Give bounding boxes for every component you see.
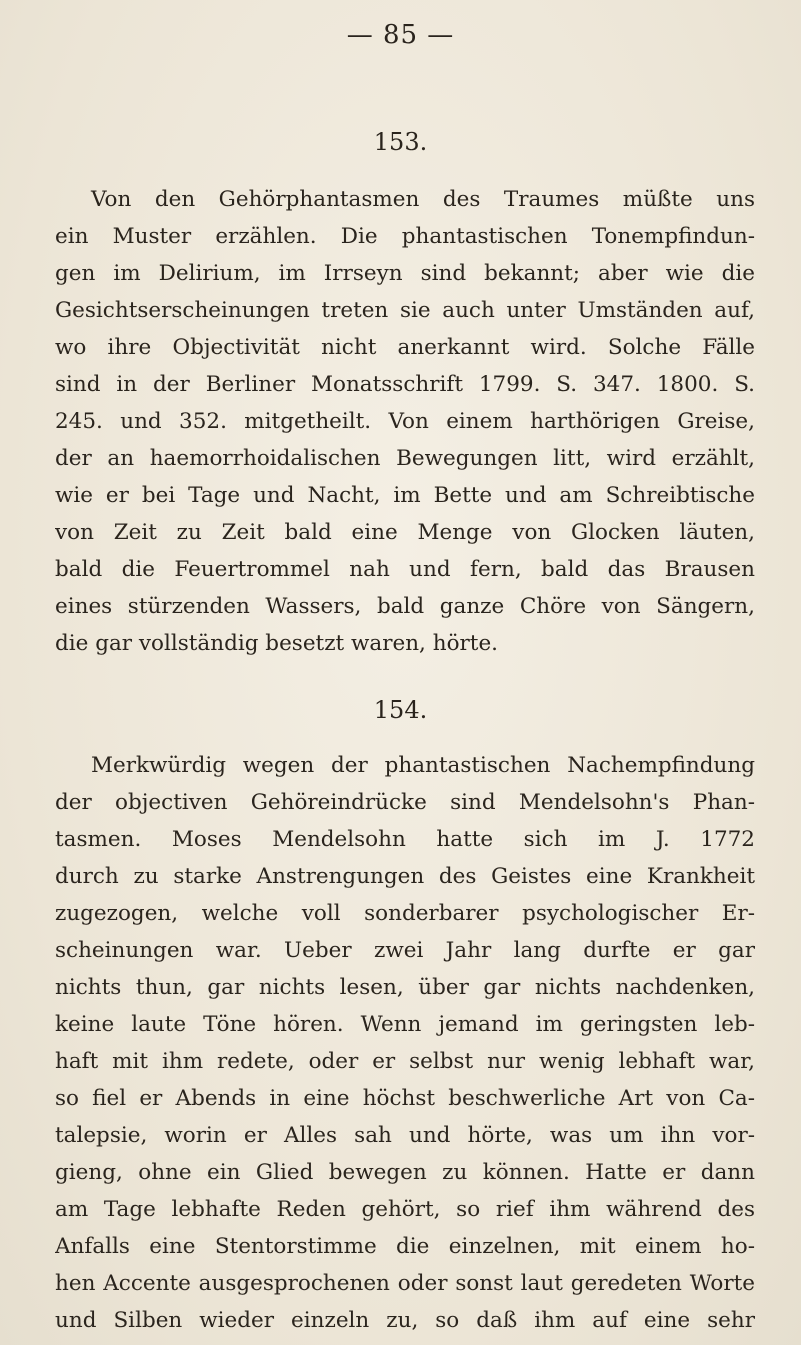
text-line: keine laute Töne hören. Wenn jemand im geringsten leb- <box>55 1012 755 1037</box>
text-line: wie er bei Tage und Nacht, im Bette und am Schreibtische <box>55 483 755 508</box>
text-line: am Tage lebhafte Reden gehört, so rief ihm während des <box>55 1197 755 1222</box>
text-line: Merkwürdig wegen der phantastischen Nachempfindung <box>91 753 755 778</box>
text-line: sind in der Berliner Monatsschrift 1799. S. 347. 1800. S. <box>55 372 755 397</box>
text-line: gieng, ohne ein Glied bewegen zu können. Hatte er dann <box>55 1160 755 1185</box>
text-line: durch zu starke Anstrengungen des Geistes eine Krankheit <box>55 864 755 889</box>
text-line: Von den Gehörphantasmen des Traumes müßte uns <box>91 187 755 212</box>
text-line: haft mit ihm redete, oder er selbst nur wenig lebhaft war, <box>55 1049 755 1074</box>
paragraph-153 <box>55 181 755 662</box>
text-line: zugezogen, welche voll sonderbarer psychologischer Er- <box>55 901 755 926</box>
text-line: bald die Feuertrommel nah und fern, bald das Brausen <box>55 557 755 582</box>
text-line: von Zeit zu Zeit bald eine Menge von Glocken läuten, <box>55 520 755 545</box>
text-line: so fiel er Abends in eine höchst beschwerliche Art von Ca- <box>55 1086 755 1111</box>
section-number-153: 153. <box>373 128 428 156</box>
text-line: und Silben wieder einzeln zu, so daß ihm auf eine sehr <box>55 1308 755 1333</box>
paragraph-154 <box>55 747 755 1339</box>
text-line: ein Muster erzählen. Die phantastischen Tonempfindun- <box>55 224 755 249</box>
text-line: scheinungen war. Ueber zwei Jahr lang durfte er gar <box>55 938 755 963</box>
text-line: der an haemorrhoidalischen Bewegungen litt, wird erzählt, <box>55 446 755 471</box>
text-line: hen Accente ausgesprochenen oder sonst laut geredeten Worte <box>55 1271 755 1296</box>
text-line: eines stürzenden Wassers, bald ganze Chöre von Sängern, <box>55 594 755 619</box>
text-line: 245. und 352. mitgetheilt. Von einem harthörigen Greise, <box>55 409 755 434</box>
text-line: der objectiven Gehöreindrücke sind Mendelsohn's Phan- <box>55 790 755 815</box>
text-line: talepsie, worin er Alles sah und hörte, was um ihn vor- <box>55 1123 755 1148</box>
text-line: wo ihre Objectivität nicht anerkannt wird. Solche Fälle <box>55 335 755 360</box>
page-number: — 85 — <box>346 20 455 50</box>
text-line: Anfalls eine Stentorstimme die einzelnen, mit einem ho- <box>55 1234 755 1259</box>
text-line: tasmen. Moses Mendelsohn hatte sich im J. 1772 <box>55 827 755 852</box>
text-line: nichts thun, gar nichts lesen, über gar nichts nachdenken, <box>55 975 755 1000</box>
section-number-154: 154. <box>373 696 428 724</box>
text-line: die gar vollständig besetzt waren, hörte. <box>55 631 498 656</box>
text-line: gen im Delirium, im Irrseyn sind bekannt; aber wie die <box>55 261 755 286</box>
text-line: Gesichtserscheinungen treten sie auch unter Umständen auf, <box>55 298 755 323</box>
